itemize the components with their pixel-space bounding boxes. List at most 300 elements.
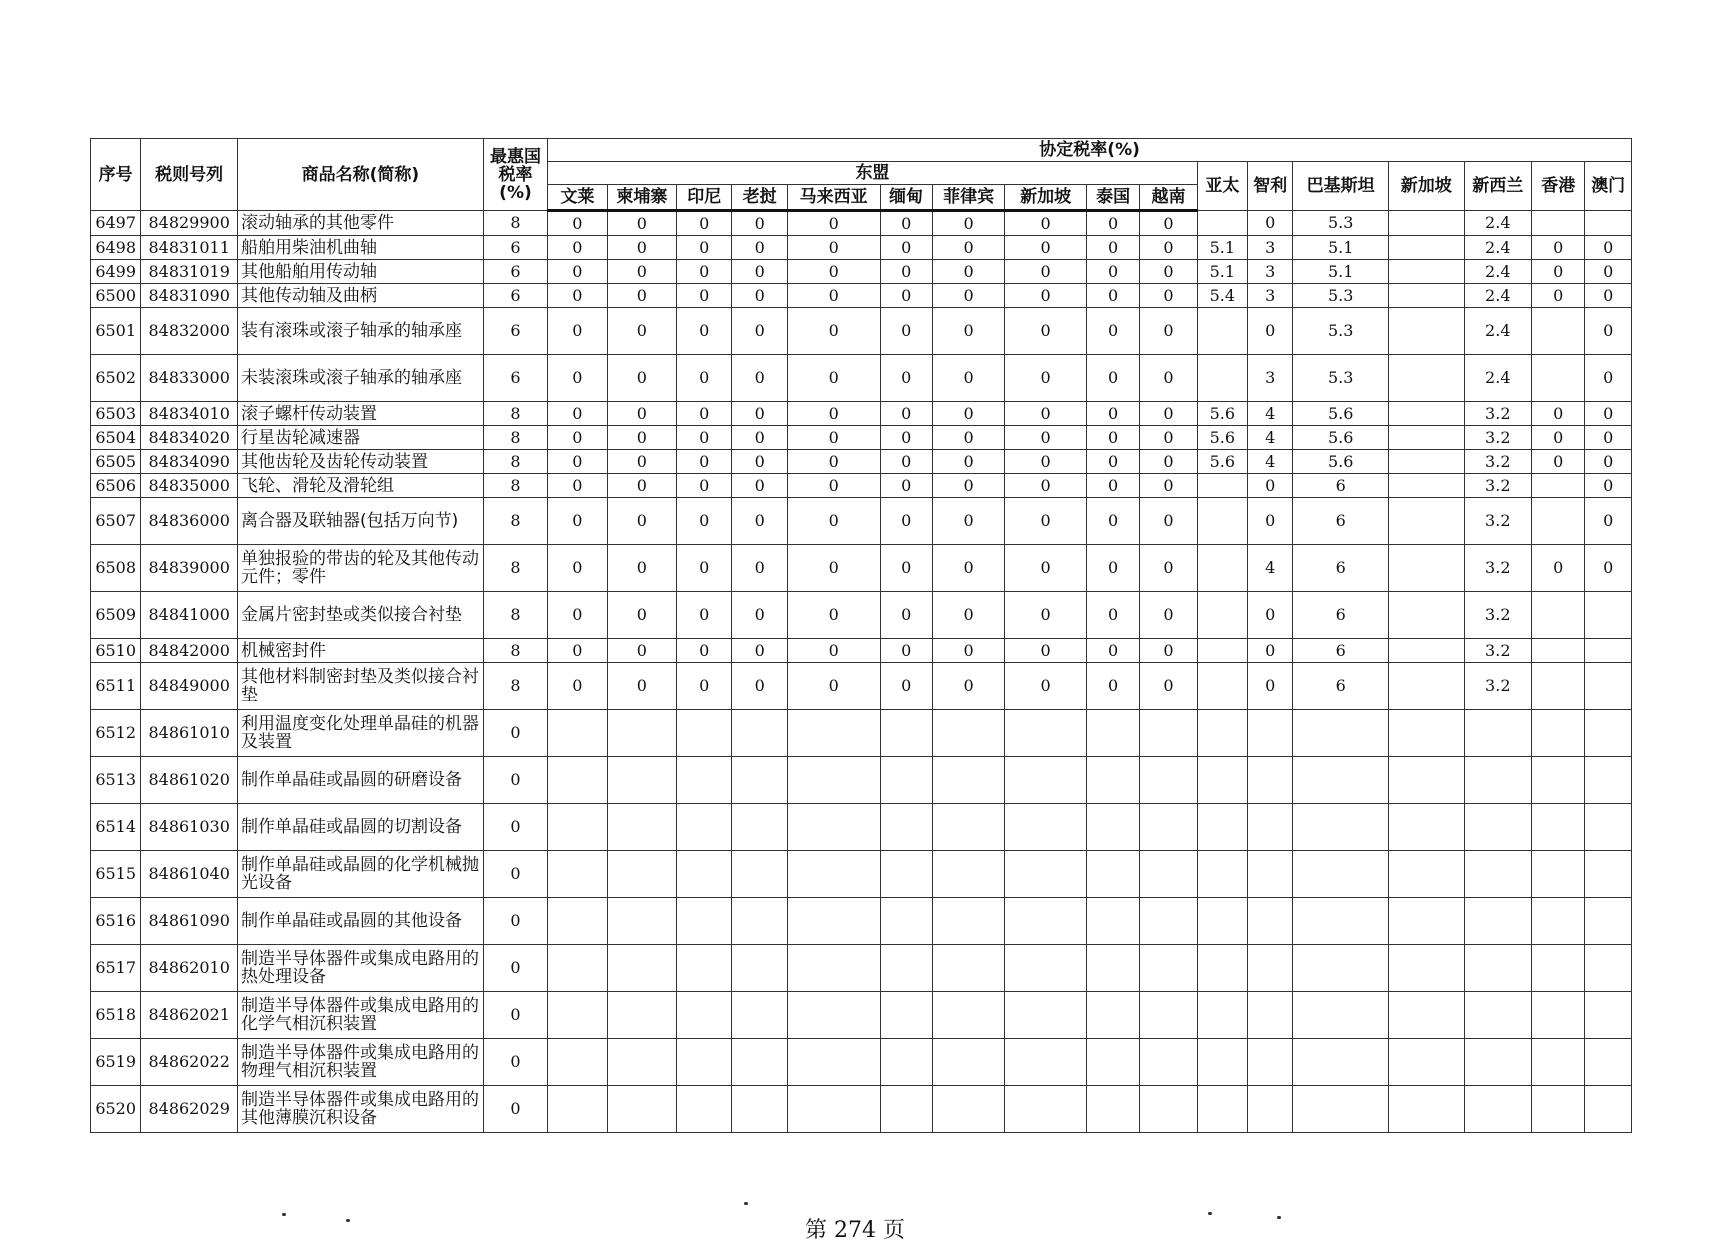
row-other-rate: [1389, 545, 1465, 592]
row-asean-rate: 0: [548, 498, 607, 545]
row-asean-rate: 0: [1086, 260, 1139, 284]
row-code: 84861010: [141, 710, 238, 757]
row-other-rate: 3.2: [1464, 663, 1531, 710]
row-asean-rate: [732, 1086, 787, 1133]
row-other-rate: [1389, 1039, 1465, 1086]
row-asean-rate: 0: [677, 284, 732, 308]
row-other-rate: 2.4: [1464, 308, 1531, 355]
table-row: [91, 898, 1632, 945]
header-col-singapore: 新加坡: [1389, 162, 1465, 211]
header-col-macau: 澳门: [1585, 162, 1632, 211]
row-asean-rate: 0: [732, 498, 787, 545]
row-other-rate: 5.6: [1197, 450, 1247, 474]
row-asean-rate: 0: [607, 308, 676, 355]
row-name: 制作单晶硅或晶圆的切割设备: [238, 804, 484, 851]
row-asean-rate: [548, 804, 607, 851]
row-other-rate: [1389, 804, 1465, 851]
row-other-rate: [1248, 945, 1293, 992]
row-other-rate: [1532, 663, 1585, 710]
row-asean-rate: 0: [677, 355, 732, 402]
row-asean-rate: 0: [548, 308, 607, 355]
row-asean-rate: 0: [932, 474, 1005, 498]
row-other-rate: [1464, 898, 1531, 945]
table-row: [91, 545, 1632, 592]
row-asean-rate: 0: [732, 260, 787, 284]
row-other-rate: [1532, 355, 1585, 402]
row-other-rate: 3.2: [1464, 639, 1531, 663]
row-other-rate: [1532, 945, 1585, 992]
row-asean-rate: 0: [607, 355, 676, 402]
row-asean-rate: 0: [732, 308, 787, 355]
table-row: [91, 592, 1632, 639]
row-mfn-rate: 6: [483, 308, 547, 355]
row-asean-rate: [932, 1039, 1005, 1086]
row-asean-rate: 0: [1086, 545, 1139, 592]
row-asean-rate: 0: [1005, 450, 1087, 474]
row-other-rate: 5.6: [1197, 426, 1247, 450]
row-other-rate: 3.2: [1464, 592, 1531, 639]
row-asean-rate: 0: [880, 592, 932, 639]
row-mfn-rate: 0: [483, 992, 547, 1039]
row-asean-rate: [1086, 804, 1139, 851]
row-other-rate: 3.2: [1464, 474, 1531, 498]
row-asean-rate: [677, 992, 732, 1039]
row-other-rate: [1248, 710, 1293, 757]
header-col-chile: 智利: [1248, 162, 1293, 211]
row-other-rate: [1197, 308, 1247, 355]
row-asean-rate: [548, 992, 607, 1039]
row-asean-rate: 0: [787, 355, 880, 402]
row-asean-rate: [732, 898, 787, 945]
row-asean-rate: [932, 898, 1005, 945]
row-code: 84861020: [141, 757, 238, 804]
row-asean-rate: [787, 945, 880, 992]
row-name: 制作单晶硅或晶圆的化学机械抛光设备: [238, 851, 484, 898]
row-asean-rate: [548, 945, 607, 992]
row-name: 制作单晶硅或晶圆的其他设备: [238, 898, 484, 945]
row-other-rate: [1293, 710, 1389, 757]
row-name: 制造半导体器件或集成电路用的化学气相沉积装置: [238, 992, 484, 1039]
row-other-rate: [1248, 851, 1293, 898]
row-asean-rate: 0: [548, 402, 607, 426]
row-asean-rate: [607, 757, 676, 804]
row-asean-rate: [932, 804, 1005, 851]
row-other-rate: 3.2: [1464, 545, 1531, 592]
row-asean-rate: [548, 1086, 607, 1133]
row-asean-rate: 0: [787, 260, 880, 284]
row-mfn-rate: 6: [483, 236, 547, 260]
row-asean-rate: 0: [932, 402, 1005, 426]
row-asean-rate: [607, 1039, 676, 1086]
row-other-rate: 2.4: [1464, 211, 1531, 236]
row-other-rate: [1293, 757, 1389, 804]
row-code: 84834010: [141, 402, 238, 426]
row-other-rate: [1293, 945, 1389, 992]
row-asean-rate: [932, 851, 1005, 898]
row-asean-rate: 0: [1140, 260, 1197, 284]
row-asean-rate: [548, 757, 607, 804]
row-asean-rate: [1086, 851, 1139, 898]
table-row: [91, 1086, 1632, 1133]
row-other-rate: [1585, 639, 1632, 663]
header-asean-indonesia: 印尼: [677, 185, 732, 211]
row-asean-rate: [1005, 757, 1087, 804]
row-asean-rate: [677, 1086, 732, 1133]
row-asean-rate: [932, 945, 1005, 992]
row-name: 滚动轴承的其他零件: [238, 211, 484, 236]
row-asean-rate: 0: [880, 236, 932, 260]
row-code: 84831011: [141, 236, 238, 260]
row-other-rate: 0: [1585, 545, 1632, 592]
table-row: [91, 639, 1632, 663]
row-asean-rate: 0: [1005, 663, 1087, 710]
row-asean-rate: [880, 710, 932, 757]
row-asean-rate: [732, 1039, 787, 1086]
row-other-rate: [1197, 1086, 1247, 1133]
row-asean-rate: 0: [607, 592, 676, 639]
row-asean-rate: [880, 945, 932, 992]
row-asean-rate: 0: [1140, 308, 1197, 355]
row-asean-rate: 0: [732, 450, 787, 474]
row-other-rate: 3.2: [1464, 426, 1531, 450]
row-asean-rate: [880, 1039, 932, 1086]
row-code: 84862010: [141, 945, 238, 992]
row-asean-rate: 0: [1140, 498, 1197, 545]
row-asean-rate: 0: [1086, 402, 1139, 426]
row-other-rate: [1389, 450, 1465, 474]
row-asean-rate: 0: [787, 545, 880, 592]
row-other-rate: 2.4: [1464, 355, 1531, 402]
row-asean-rate: 0: [548, 592, 607, 639]
row-asean-rate: 0: [677, 308, 732, 355]
row-mfn-rate: 0: [483, 945, 547, 992]
row-other-rate: [1197, 592, 1247, 639]
row-asean-rate: 0: [677, 498, 732, 545]
row-other-rate: [1389, 663, 1465, 710]
row-asean-rate: 0: [548, 284, 607, 308]
row-code: 84834020: [141, 426, 238, 450]
row-other-rate: [1585, 663, 1632, 710]
row-code: 84862021: [141, 992, 238, 1039]
table-row: [91, 474, 1632, 498]
row-code: 84831019: [141, 260, 238, 284]
row-asean-rate: 0: [548, 545, 607, 592]
row-asean-rate: 0: [1086, 498, 1139, 545]
row-other-rate: 3: [1248, 284, 1293, 308]
row-other-rate: 5.4: [1197, 284, 1247, 308]
row-asean-rate: 0: [880, 545, 932, 592]
row-asean-rate: [732, 992, 787, 1039]
row-other-rate: 0: [1248, 498, 1293, 545]
row-code: 84832000: [141, 308, 238, 355]
row-asean-rate: 0: [548, 236, 607, 260]
row-mfn-rate: 8: [483, 426, 547, 450]
table-row: [91, 450, 1632, 474]
row-mfn-rate: 8: [483, 211, 547, 236]
row-asean-rate: [677, 1039, 732, 1086]
row-other-rate: 5.1: [1197, 260, 1247, 284]
row-asean-rate: 0: [1005, 426, 1087, 450]
row-asean-rate: 0: [1086, 284, 1139, 308]
row-other-rate: 0: [1248, 308, 1293, 355]
row-asean-rate: [1086, 710, 1139, 757]
row-name: 制作单晶硅或晶圆的研磨设备: [238, 757, 484, 804]
row-other-rate: [1197, 851, 1247, 898]
row-other-rate: 6: [1293, 639, 1389, 663]
row-asean-rate: 0: [1086, 308, 1139, 355]
header-asean-brunei: 文莱: [548, 185, 607, 211]
row-mfn-rate: 8: [483, 450, 547, 474]
row-asean-rate: [787, 851, 880, 898]
row-asean-rate: 0: [548, 211, 607, 236]
row-mfn-rate: 0: [483, 851, 547, 898]
row-asean-rate: 0: [932, 450, 1005, 474]
row-asean-rate: 0: [1005, 308, 1087, 355]
row-other-rate: [1585, 1039, 1632, 1086]
row-asean-rate: [1005, 1039, 1087, 1086]
row-asean-rate: 0: [1140, 450, 1197, 474]
row-asean-rate: 0: [1005, 355, 1087, 402]
row-other-rate: [1293, 992, 1389, 1039]
row-mfn-rate: 8: [483, 474, 547, 498]
row-code: 84835000: [141, 474, 238, 498]
table-row: [91, 992, 1632, 1039]
row-asean-rate: [677, 851, 732, 898]
row-asean-rate: 0: [732, 355, 787, 402]
row-other-rate: [1248, 1039, 1293, 1086]
row-code: 84839000: [141, 545, 238, 592]
row-asean-rate: [787, 1039, 880, 1086]
row-asean-rate: 0: [1005, 211, 1087, 236]
row-asean-rate: 0: [548, 639, 607, 663]
header-agreement: 协定税率(%): [548, 139, 1632, 162]
row-other-rate: [1389, 592, 1465, 639]
row-other-rate: [1389, 308, 1465, 355]
header-col-hong-kong: 香港: [1532, 162, 1585, 211]
row-asean-rate: [880, 757, 932, 804]
row-seq: 6506: [91, 474, 141, 498]
row-other-rate: [1585, 592, 1632, 639]
row-other-rate: 3: [1248, 260, 1293, 284]
row-asean-rate: 0: [880, 355, 932, 402]
row-other-rate: 3.2: [1464, 498, 1531, 545]
row-seq: 6501: [91, 308, 141, 355]
row-seq: 6503: [91, 402, 141, 426]
row-asean-rate: 0: [787, 284, 880, 308]
row-other-rate: 4: [1248, 450, 1293, 474]
row-asean-rate: 0: [932, 592, 1005, 639]
header-asean-cambodia: 柬埔寨: [607, 185, 676, 211]
row-other-rate: [1197, 804, 1247, 851]
row-seq: 6508: [91, 545, 141, 592]
row-asean-rate: [787, 992, 880, 1039]
row-asean-rate: 0: [548, 355, 607, 402]
row-other-rate: [1585, 211, 1632, 236]
row-other-rate: [1197, 945, 1247, 992]
row-code: 84841000: [141, 592, 238, 639]
row-other-rate: 0: [1585, 236, 1632, 260]
row-other-rate: 5.6: [1293, 450, 1389, 474]
row-other-rate: [1248, 992, 1293, 1039]
row-asean-rate: 0: [607, 545, 676, 592]
row-asean-rate: 0: [607, 402, 676, 426]
row-other-rate: 5.1: [1293, 236, 1389, 260]
row-code: 84833000: [141, 355, 238, 402]
row-other-rate: [1532, 898, 1585, 945]
row-asean-rate: 0: [787, 236, 880, 260]
row-other-rate: [1585, 945, 1632, 992]
row-other-rate: 0: [1585, 426, 1632, 450]
row-asean-rate: 0: [677, 663, 732, 710]
row-other-rate: [1197, 355, 1247, 402]
row-other-rate: [1197, 992, 1247, 1039]
row-asean-rate: [607, 710, 676, 757]
row-seq: 6520: [91, 1086, 141, 1133]
header-asean-vietnam: 越南: [1140, 185, 1197, 211]
row-other-rate: [1389, 945, 1465, 992]
row-other-rate: 3: [1248, 236, 1293, 260]
row-seq: 6516: [91, 898, 141, 945]
row-code: 84861040: [141, 851, 238, 898]
header-asean-singapore: 新加坡: [1005, 185, 1087, 211]
row-asean-rate: 0: [1140, 284, 1197, 308]
row-other-rate: [1197, 498, 1247, 545]
row-seq: 6514: [91, 804, 141, 851]
row-other-rate: [1293, 1039, 1389, 1086]
row-name: 其他传动轴及曲柄: [238, 284, 484, 308]
row-mfn-rate: 8: [483, 402, 547, 426]
row-code: 84831090: [141, 284, 238, 308]
row-other-rate: [1389, 284, 1465, 308]
row-seq: 6517: [91, 945, 141, 992]
row-asean-rate: [732, 757, 787, 804]
row-other-rate: [1464, 710, 1531, 757]
row-other-rate: [1293, 804, 1389, 851]
row-asean-rate: [548, 898, 607, 945]
row-other-rate: [1389, 498, 1465, 545]
row-asean-rate: [1140, 945, 1197, 992]
row-other-rate: [1532, 639, 1585, 663]
header-name: 商品名称(简称): [238, 139, 484, 211]
header-asean-myanmar: 缅甸: [880, 185, 932, 211]
row-name: 装有滚珠或滚子轴承的轴承座: [238, 308, 484, 355]
row-asean-rate: 0: [1140, 545, 1197, 592]
row-other-rate: [1532, 851, 1585, 898]
row-mfn-rate: 8: [483, 545, 547, 592]
row-other-rate: 0: [1585, 450, 1632, 474]
row-name: 船舶用柴油机曲轴: [238, 236, 484, 260]
row-other-rate: [1532, 1086, 1585, 1133]
row-other-rate: [1532, 710, 1585, 757]
row-asean-rate: 0: [1140, 402, 1197, 426]
row-asean-rate: 0: [1140, 639, 1197, 663]
row-asean-rate: 0: [880, 663, 932, 710]
row-other-rate: 5.6: [1293, 402, 1389, 426]
row-name: 滚子螺杆传动装置: [238, 402, 484, 426]
row-asean-rate: 0: [1005, 639, 1087, 663]
row-asean-rate: [880, 1086, 932, 1133]
row-other-rate: [1464, 757, 1531, 804]
row-asean-rate: 0: [732, 211, 787, 236]
table-row: [91, 945, 1632, 992]
row-name: 机械密封件: [238, 639, 484, 663]
row-asean-rate: 0: [880, 450, 932, 474]
table-row: [91, 308, 1632, 355]
row-seq: 6515: [91, 851, 141, 898]
row-asean-rate: 0: [732, 663, 787, 710]
row-other-rate: [1532, 211, 1585, 236]
row-asean-rate: 0: [732, 284, 787, 308]
row-seq: 6510: [91, 639, 141, 663]
row-asean-rate: 0: [787, 426, 880, 450]
row-asean-rate: [1140, 898, 1197, 945]
row-asean-rate: 0: [787, 474, 880, 498]
row-other-rate: 0: [1532, 450, 1585, 474]
row-asean-rate: [880, 898, 932, 945]
row-name: 行星齿轮减速器: [238, 426, 484, 450]
row-other-rate: 2.4: [1464, 260, 1531, 284]
row-other-rate: [1532, 498, 1585, 545]
row-asean-rate: 0: [932, 355, 1005, 402]
row-asean-rate: [787, 757, 880, 804]
row-asean-rate: [677, 710, 732, 757]
row-other-rate: [1464, 851, 1531, 898]
table-row: [91, 663, 1632, 710]
row-asean-rate: 0: [1005, 402, 1087, 426]
row-asean-rate: 0: [787, 308, 880, 355]
table-row: [91, 804, 1632, 851]
table-row: [91, 402, 1632, 426]
row-name: 制造半导体器件或集成电路用的物理气相沉积装置: [238, 1039, 484, 1086]
row-asean-rate: [932, 757, 1005, 804]
row-name: 其他船舶用传动轴: [238, 260, 484, 284]
row-asean-rate: 0: [880, 260, 932, 284]
row-other-rate: 0: [1248, 639, 1293, 663]
row-other-rate: [1389, 211, 1465, 236]
row-other-rate: [1197, 898, 1247, 945]
row-other-rate: 0: [1585, 355, 1632, 402]
row-asean-rate: 0: [880, 426, 932, 450]
row-asean-rate: [1140, 992, 1197, 1039]
row-asean-rate: [607, 851, 676, 898]
row-asean-rate: 0: [932, 663, 1005, 710]
row-other-rate: 3.2: [1464, 450, 1531, 474]
row-asean-rate: 0: [677, 426, 732, 450]
row-code: 84861090: [141, 898, 238, 945]
row-asean-rate: 0: [932, 284, 1005, 308]
header-asean-thailand: 泰国: [1086, 185, 1139, 211]
row-asean-rate: [1005, 992, 1087, 1039]
row-asean-rate: [548, 851, 607, 898]
row-asean-rate: [1140, 1086, 1197, 1133]
row-asean-rate: 0: [732, 236, 787, 260]
row-seq: 6519: [91, 1039, 141, 1086]
row-asean-rate: 0: [548, 450, 607, 474]
row-asean-rate: [1086, 757, 1139, 804]
row-asean-rate: [677, 757, 732, 804]
row-other-rate: [1389, 898, 1465, 945]
row-asean-rate: 0: [607, 663, 676, 710]
row-other-rate: [1248, 898, 1293, 945]
row-other-rate: [1197, 663, 1247, 710]
row-asean-rate: 0: [677, 474, 732, 498]
row-other-rate: [1293, 898, 1389, 945]
row-other-rate: 0: [1248, 474, 1293, 498]
row-other-rate: [1389, 851, 1465, 898]
row-asean-rate: 0: [932, 426, 1005, 450]
row-asean-rate: [932, 710, 1005, 757]
row-asean-rate: 0: [677, 592, 732, 639]
